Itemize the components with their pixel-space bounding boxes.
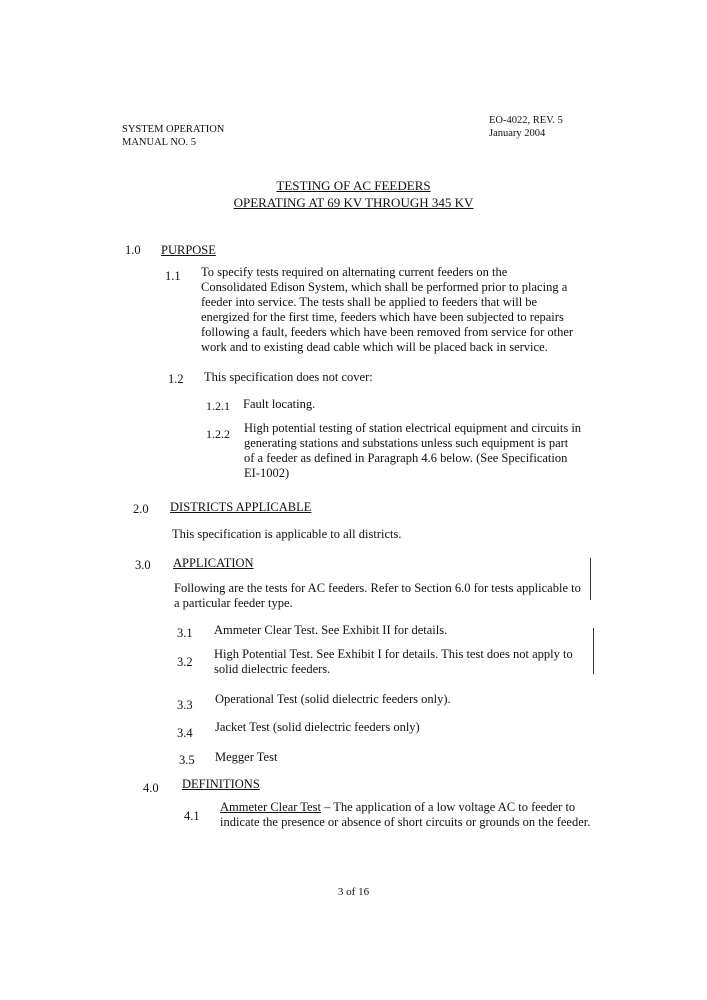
- para-4-1-number: 4.1: [184, 809, 200, 823]
- para-1-2-number: 1.2: [168, 372, 184, 386]
- item-3-5-number: 3.5: [179, 753, 195, 767]
- item-3-2-line: solid dielectric feeders.: [214, 662, 331, 676]
- para-1-2-2-line: High potential testing of station electrical equipment and circuits in: [244, 421, 582, 435]
- section-2-heading: DISTRICTS APPLICABLE: [170, 500, 312, 514]
- item-3-1-line: Ammeter Clear Test. See Exhibit II for details.: [214, 623, 448, 637]
- para-1-1-text: [201, 265, 573, 355]
- para-1-1-number: 1.1: [165, 269, 181, 283]
- revision-bar: [593, 628, 594, 674]
- para-1-2-2-line: generating stations and substations unless such equipment is part: [244, 436, 569, 450]
- section-3-heading: APPLICATION: [173, 556, 254, 570]
- section-1-heading: PURPOSE: [161, 243, 216, 257]
- item-3-2-number: 3.2: [177, 655, 193, 669]
- revision-bar: [590, 558, 591, 600]
- para-1-2-2-line: EI-1002): [244, 466, 290, 480]
- section-1-number: 1.0: [125, 243, 141, 257]
- para-4-1-line: indicate the presence or absence of short circuits or grounds on the feeder.: [220, 815, 591, 829]
- section-3-intro: [174, 581, 581, 611]
- document-id-line1: EO-4022, REV. 5: [489, 115, 563, 126]
- document-id-line2: January 2004: [489, 128, 546, 139]
- para-1-2-2-number: 1.2.2: [206, 427, 230, 441]
- item-3-5-text: [215, 750, 277, 765]
- title-line2: OPERATING AT 69 KV THROUGH 345 KV: [233, 195, 474, 210]
- section-3-number: 3.0: [135, 558, 151, 572]
- item-3-3-line: Operational Test (solid dielectric feeders only).: [215, 692, 451, 706]
- para-1-2-2-text: [244, 421, 581, 481]
- para-1-1-line: To specify tests required on alternating current feeders on the: [201, 265, 508, 279]
- para-4-1-text: [220, 800, 590, 830]
- item-3-2-text: [214, 647, 573, 677]
- manual-label: [122, 123, 224, 149]
- manual-label-line1: SYSTEM OPERATION: [122, 124, 225, 135]
- section-4-heading: DEFINITIONS: [182, 777, 260, 791]
- section-3-intro-line: Following are the tests for AC feeders. Refer to Section 6.0 for tests applicable to: [174, 581, 581, 595]
- para-1-2-2-line: of a feeder as defined in Paragraph 4.6 below. (See Specification: [244, 451, 568, 465]
- para-1-1-line: following a fault, feeders which have been removed from service for other: [201, 325, 574, 339]
- definition-line1-rest: – The application of a low voltage AC to feeder to: [320, 800, 576, 814]
- item-3-2-line: High Potential Test. See Exhibit I for details. This test does not apply to: [214, 647, 573, 661]
- item-3-1-number: 3.1: [177, 626, 193, 640]
- para-1-2-text: This specification does not cover:: [204, 370, 373, 384]
- item-3-3-text: [215, 692, 451, 707]
- manual-label-line2: MANUAL NO. 5: [122, 137, 196, 148]
- item-3-4-number: 3.4: [177, 726, 193, 740]
- para-1-2-1-number: 1.2.1: [206, 399, 230, 413]
- item-3-4-line: Jacket Test (solid dielectric feeders only): [215, 720, 420, 734]
- definition-term: Ammeter Clear Test: [220, 800, 321, 814]
- title-line1: TESTING OF AC FEEDERS: [276, 178, 431, 193]
- document-id: [489, 114, 563, 140]
- para-1-2-1-text: Fault locating.: [243, 397, 316, 411]
- item-3-4-text: [215, 720, 420, 735]
- para-1-1-line: work and to existing dead cable which will be placed back in service.: [201, 340, 548, 354]
- section-2-text: This specification is applicable to all districts.: [172, 527, 402, 541]
- section-4-number: 4.0: [143, 781, 159, 795]
- section-3-intro-line: a particular feeder type.: [174, 596, 293, 610]
- para-4-1-line: [220, 800, 590, 815]
- para-1-1-line: feeder into service. The tests shall be applied to feeders that will be: [201, 295, 538, 309]
- item-3-5-line: Megger Test: [215, 750, 278, 764]
- section-2-number: 2.0: [133, 502, 149, 516]
- para-1-1-line: energized for the first time, feeders which have been subjected to repairs: [201, 310, 564, 324]
- para-1-1-line: Consolidated Edison System, which shall be performed prior to placing a: [201, 280, 568, 294]
- page-number: 3 of 16: [337, 886, 370, 898]
- item-3-3-number: 3.3: [177, 698, 193, 712]
- item-3-1-text: [214, 623, 447, 638]
